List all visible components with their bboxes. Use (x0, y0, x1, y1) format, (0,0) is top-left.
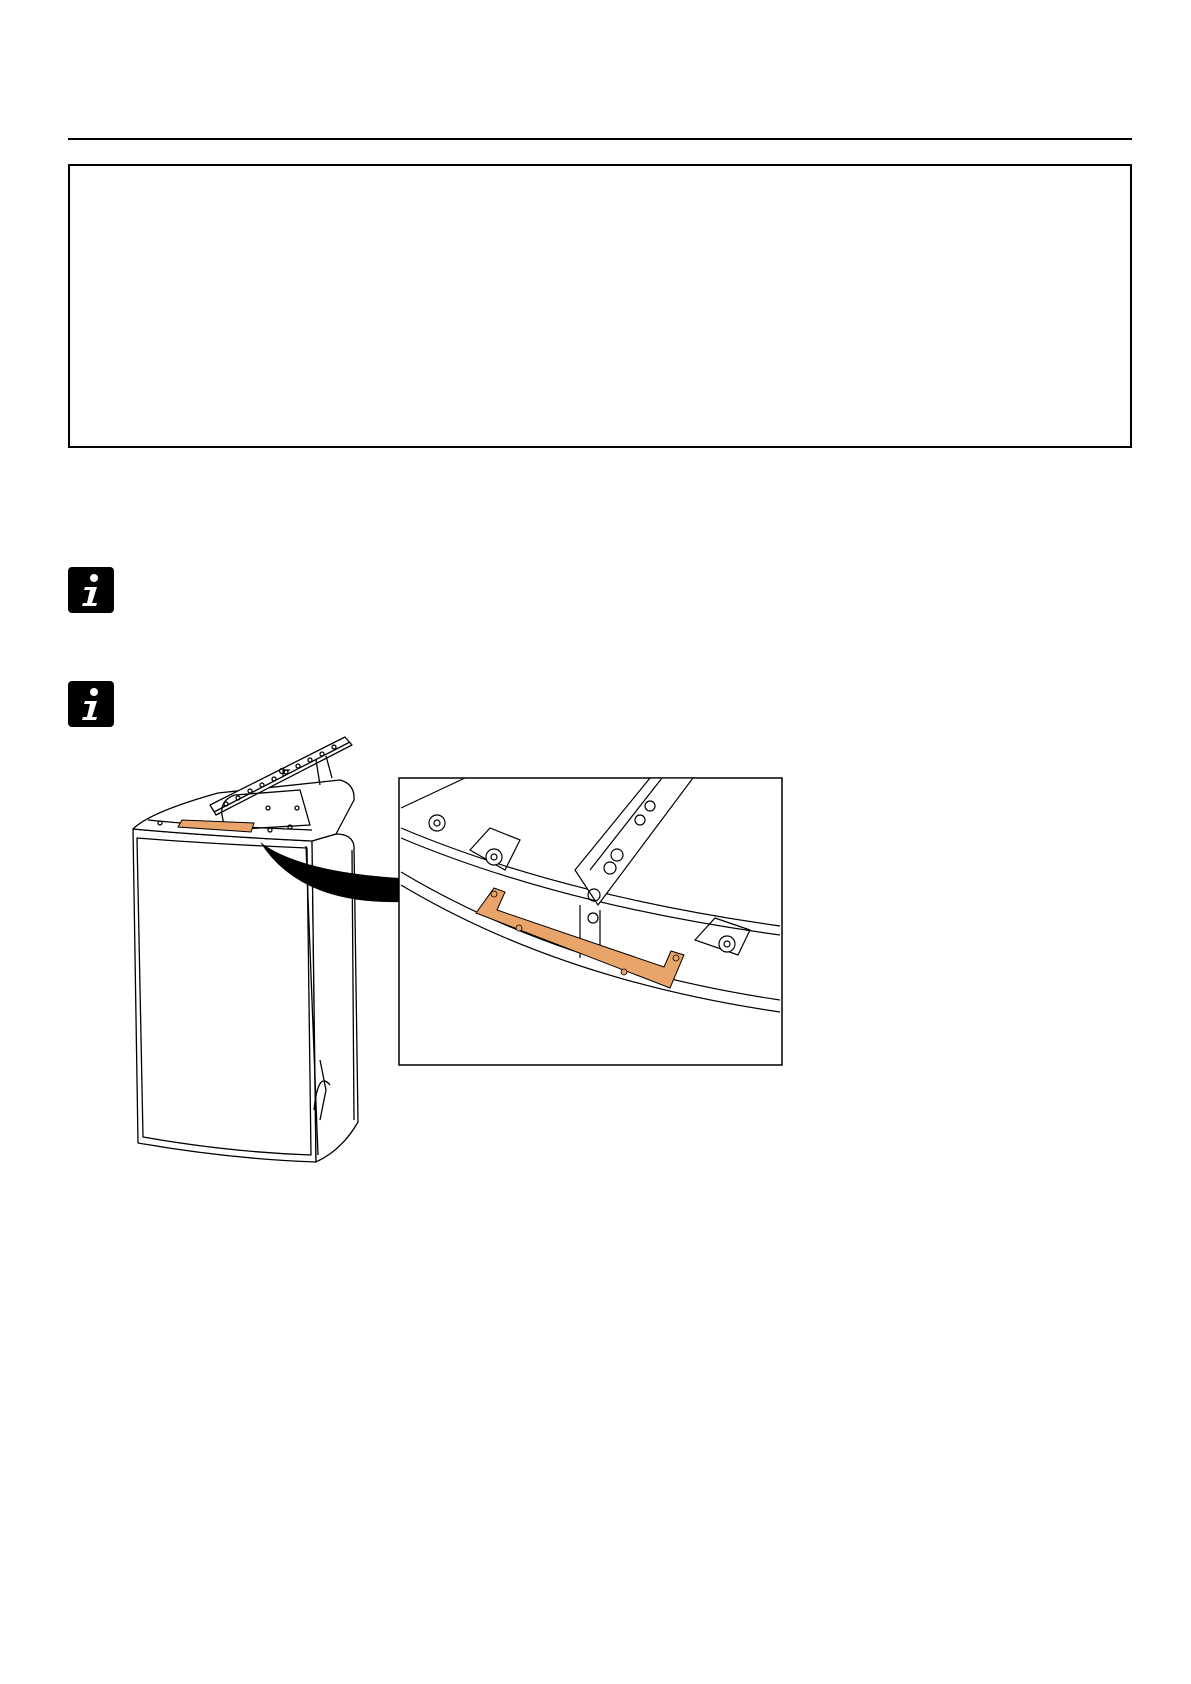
rigging-bar (210, 737, 352, 815)
info-icon (68, 681, 114, 727)
callout-arrow (260, 842, 402, 902)
header-rule (68, 138, 1132, 140)
handle-detail-highlight (476, 888, 684, 988)
info-icon (68, 567, 114, 613)
cabinet-side (312, 834, 358, 1162)
cabinet-front (133, 829, 316, 1162)
rigging-holes (224, 745, 336, 806)
detail-inset (399, 778, 782, 1065)
handle-highlight (178, 820, 254, 832)
content-frame (68, 164, 1132, 448)
cabinet-top (133, 780, 354, 841)
